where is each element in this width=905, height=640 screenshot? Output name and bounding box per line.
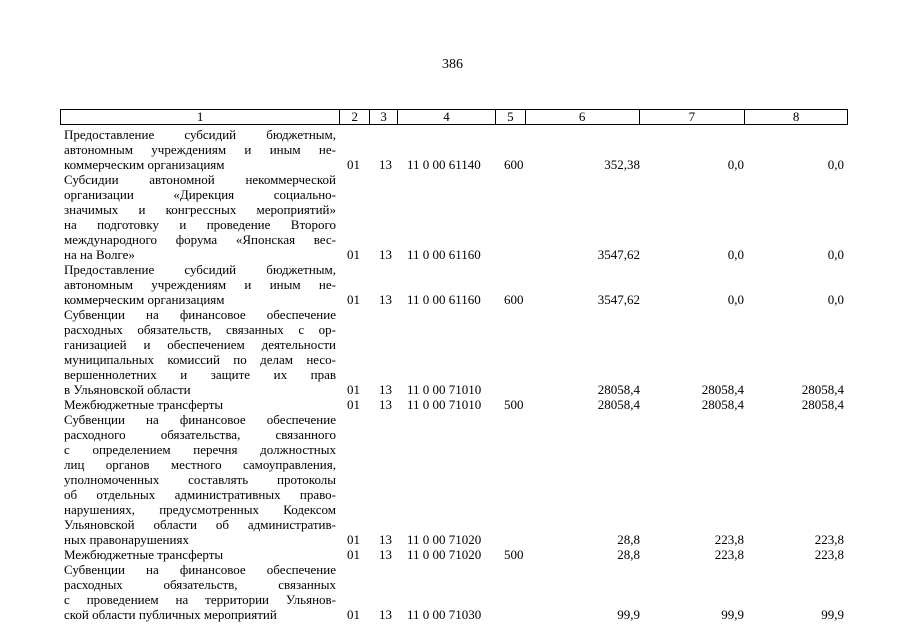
description-line: ганизацией и обеспечением деятельности [64, 337, 336, 352]
amount-col-8: 28058,4 [801, 397, 844, 412]
amount-col-8: 223,8 [814, 532, 844, 547]
description-line: расходного обязательства, связанного [64, 427, 336, 442]
description-line: об отдельных административных право- [64, 487, 336, 502]
header-cell-7: 7 [639, 110, 745, 124]
description-line: организации «Дирекция социально- [64, 187, 336, 202]
description-line: Предоставление субсидий бюджетным, [64, 262, 336, 277]
expense-type-code: 600 [504, 292, 524, 307]
description-line: с определением перечня должностных [64, 442, 336, 457]
description-line: ской области публичных мероприятий [64, 607, 277, 622]
target-article-code: 11 0 00 71030 [407, 607, 482, 622]
target-article-code: 11 0 00 71010 [407, 382, 482, 397]
amount-col-8: 0,0 [827, 157, 844, 172]
description-line: лиц органов местного самоуправления, [64, 457, 336, 472]
description-line: международного форума «Японская вес- [64, 232, 336, 247]
amount-col-8: 0,0 [827, 292, 844, 307]
row-description [60, 412, 336, 547]
description-line: в Ульяновской области [64, 382, 191, 397]
row-values [60, 292, 848, 307]
subsection-code: 13 [379, 397, 392, 412]
section-code: 01 [347, 292, 360, 307]
subsection-code: 13 [379, 607, 392, 622]
header-cell-4: 4 [397, 110, 495, 124]
table-row [60, 262, 848, 307]
subsection-code: 13 [379, 547, 392, 562]
section-code: 01 [347, 397, 360, 412]
description-line: коммерческим организациям [64, 157, 225, 172]
row-values [60, 397, 848, 412]
expense-type-code: 500 [504, 397, 524, 412]
target-article-code: 11 0 00 71020 [407, 532, 482, 547]
header-cell-5: 5 [495, 110, 525, 124]
amount-col-6: 99,9 [617, 607, 640, 622]
header-cell-6: 6 [525, 110, 639, 124]
amount-col-7: 223,8 [714, 532, 744, 547]
target-article-code: 11 0 00 71010 [407, 397, 482, 412]
section-code: 01 [347, 607, 360, 622]
amount-col-8: 99,9 [821, 607, 844, 622]
amount-col-6: 3547,62 [597, 247, 640, 262]
subsection-code: 13 [379, 292, 392, 307]
amount-col-7: 28058,4 [701, 397, 744, 412]
description-line: расходных обязательств, связанных [64, 577, 336, 592]
description-line: на подготовку и проведение Второго [64, 217, 336, 232]
table-body [60, 127, 848, 622]
amount-col-6: 28058,4 [597, 382, 640, 397]
header-cell-3: 3 [369, 110, 397, 124]
subsection-code: 13 [379, 382, 392, 397]
section-code: 01 [347, 247, 360, 262]
amount-col-6: 28058,4 [597, 397, 640, 412]
description-line: Субвенции на финансовое обеспечение [64, 307, 336, 322]
description-line: автономным учреждениям и иным не- [64, 277, 336, 292]
target-article-code: 11 0 00 61140 [407, 157, 481, 172]
table-row [60, 307, 848, 397]
amount-col-6: 352,38 [604, 157, 640, 172]
description-line: Предоставление субсидий бюджетным, [64, 127, 336, 142]
target-article-code: 11 0 00 61160 [407, 247, 481, 262]
description-line: Ульяновской области об административ- [64, 517, 336, 532]
table-row [60, 397, 848, 412]
description-line: муниципальных комиссий по делам несо- [64, 352, 336, 367]
section-code: 01 [347, 382, 360, 397]
table-row [60, 562, 848, 622]
amount-col-8: 28058,4 [801, 382, 844, 397]
description-line: Субвенции на финансовое обеспечение [64, 412, 336, 427]
description-line: расходных обязательств, связанных с ор- [64, 322, 336, 337]
description-line: Межбюджетные трансферты [64, 547, 224, 562]
row-values [60, 247, 848, 262]
row-values [60, 382, 848, 397]
amount-col-6: 28,8 [617, 547, 640, 562]
amount-col-7: 223,8 [714, 547, 744, 562]
subsection-code: 13 [379, 532, 392, 547]
amount-col-8: 223,8 [814, 547, 844, 562]
table-header [60, 109, 848, 125]
amount-col-8: 0,0 [827, 247, 844, 262]
section-code: 01 [347, 157, 360, 172]
expense-type-code: 600 [504, 157, 524, 172]
row-values [60, 157, 848, 172]
table-row [60, 547, 848, 562]
description-line: Субвенции на финансовое обеспечение [64, 562, 336, 577]
table-row [60, 412, 848, 547]
target-article-code: 11 0 00 61160 [407, 292, 481, 307]
description-line: уполномоченных составлять протоколы [64, 472, 336, 487]
amount-col-7: 99,9 [721, 607, 744, 622]
table-row [60, 127, 848, 172]
description-line: ных правонарушениях [64, 532, 189, 547]
section-code: 01 [347, 547, 360, 562]
subsection-code: 13 [379, 247, 392, 262]
row-values [60, 607, 848, 622]
row-values [60, 532, 848, 547]
header-cell-8: 8 [744, 110, 847, 124]
header-cell-1: 1 [196, 109, 204, 124]
description-line: коммерческим организациям [64, 292, 225, 307]
amount-col-7: 0,0 [727, 292, 744, 307]
amount-col-7: 0,0 [727, 247, 744, 262]
description-line: Субсидии автономной некоммерческой [64, 172, 336, 187]
amount-col-6: 28,8 [617, 532, 640, 547]
subsection-code: 13 [379, 157, 392, 172]
target-article-code: 11 0 00 71020 [407, 547, 482, 562]
description-line: с проведением на территории Ульянов- [64, 592, 336, 607]
description-line: на на Волге» [64, 247, 135, 262]
header-cell-2: 2 [339, 110, 369, 124]
amount-col-7: 0,0 [727, 157, 744, 172]
amount-col-7: 28058,4 [701, 382, 744, 397]
section-code: 01 [347, 532, 360, 547]
description-line: значимых и конгрессных мероприятий» [64, 202, 336, 217]
description-line: нарушениях, предусмотренных Кодексом [64, 502, 336, 517]
description-line: вершеннолетних и защите их прав [64, 367, 336, 382]
description-line: автономным учреждениям и иным не- [64, 142, 336, 157]
page-number: 386 [442, 57, 463, 72]
row-values [60, 547, 848, 562]
table-row [60, 172, 848, 262]
expense-type-code: 500 [504, 547, 524, 562]
amount-col-6: 3547,62 [597, 292, 640, 307]
description-line: Межбюджетные трансферты [64, 397, 224, 412]
